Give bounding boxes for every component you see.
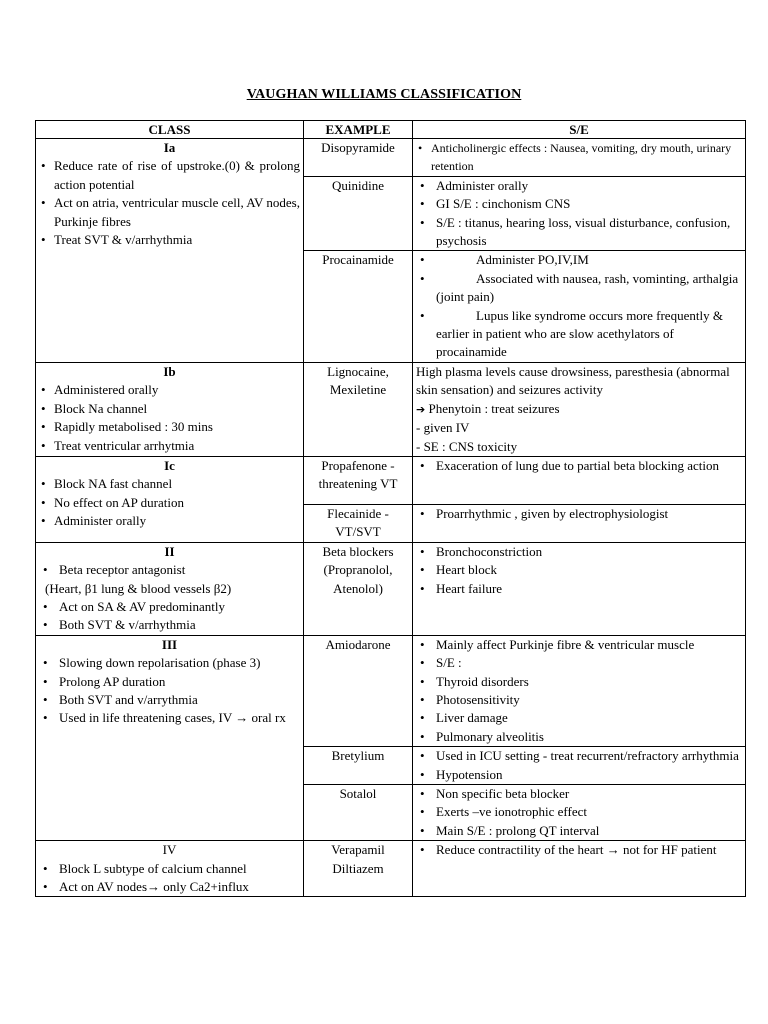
list-item: • Bronchoconstriction <box>416 543 742 561</box>
list-item: • S/E : <box>416 654 742 672</box>
se-cell <box>413 504 746 542</box>
list-item: • Both SVT & v/arrhythmia <box>39 616 300 634</box>
se-cell <box>413 542 746 635</box>
table-row <box>36 841 746 897</box>
list-item: • Treat ventricular arrhytmia <box>39 437 300 455</box>
page-title: VAUGHAN WILLIAMS CLASSIFICATION <box>246 87 522 102</box>
list-item: • Used in ICU setting - treat recurrent/refractory arrhythmia <box>416 747 742 765</box>
list-item: • Heart failure <box>416 580 742 598</box>
se-cell <box>413 841 746 897</box>
table-row <box>36 542 746 635</box>
list-item: • Mainly affect Purkinje fibre & ventricular muscle <box>416 636 742 654</box>
list-item: • Non specific beta blocker <box>416 785 742 803</box>
example-cell: Beta blockers (Propranolol, Atenolol) <box>304 542 413 635</box>
header-row <box>36 121 746 139</box>
list-item: • S/E : titanus, hearing loss, visual disturbance, confusion, psychosis <box>416 214 742 251</box>
class-name: IV <box>162 842 177 858</box>
example-cell: Procainamide <box>304 251 413 362</box>
class-cell-iv <box>36 841 304 897</box>
list-item: • Act on AV nodes→ only Ca2+influx <box>39 878 300 896</box>
list-item: • Used in life threatening cases, IV → oral rx <box>39 709 300 727</box>
header-se: S/E <box>413 121 746 139</box>
list-item: • Reduce contractility of the heart → not for HF patient <box>416 841 742 859</box>
se-cell <box>413 785 746 841</box>
example-cell: Bretylium <box>304 747 413 785</box>
list-item: • Administer PO,IV,IM <box>416 251 742 269</box>
se-cell <box>413 635 746 746</box>
list-item: • No effect on AP duration <box>39 494 300 512</box>
table-row <box>36 456 746 504</box>
list-item: • Rapidly metabolised : 30 mins <box>39 418 300 436</box>
table-row <box>36 362 746 456</box>
list-item: • GI S/E : cinchonism CNS <box>416 195 742 213</box>
list-item: • Prolong AP duration <box>39 673 300 691</box>
class-name: II <box>164 543 175 559</box>
se-cell <box>413 251 746 362</box>
list-item: • Treat SVT & v/arrhythmia <box>39 231 300 249</box>
example-cell: Disopyramide <box>304 139 413 177</box>
list-item: • Block NA fast channel <box>39 475 300 493</box>
list-item: • Associated with nausea, rash, vominting, arthalgia (joint pain) <box>416 270 742 307</box>
list-item: • Main S/E : prolong QT interval <box>416 822 742 840</box>
list-item: • Administered orally <box>39 381 300 399</box>
class-name: Ib <box>163 363 176 379</box>
list-item: • Beta receptor antagonist <box>39 561 300 579</box>
list-item: • Photosensitivity <box>416 691 742 709</box>
list-item: • Reduce rate of rise of upstroke.(0) & prolong action potential <box>39 157 300 194</box>
se-text: ➔ Phenytoin : treat seizures <box>416 400 560 416</box>
list-item: • Administer orally <box>416 177 742 195</box>
table-row <box>36 635 746 746</box>
se-cell <box>413 747 746 785</box>
class-cell-ib <box>36 362 304 456</box>
drug-name: Verapamil Diltiazem <box>331 842 385 876</box>
list-item: • Thyroid disorders <box>416 673 742 691</box>
se-cell <box>413 456 746 504</box>
se-text: High plasma levels cause drowsiness, paresthesia (abnormal skin sensation) and seizures activity <box>416 363 730 398</box>
list-item: • Anticholinergic effects : Nausea, vomiting, dry mouth, urinary retention <box>416 139 742 176</box>
list-item: • Act on SA & AV predominantly <box>39 598 300 616</box>
example-cell <box>304 456 413 504</box>
arrow-right-icon: ➔ <box>416 402 426 416</box>
se-cell <box>413 362 746 456</box>
class-cell-ic <box>36 456 304 542</box>
example-cell <box>304 504 413 542</box>
list-item: • Lupus like syndrome occurs more frequently & earlier in patient who are slow acethylators of procainamide <box>416 307 742 362</box>
example-cell: Quinidine <box>304 176 413 251</box>
se-cell <box>413 176 746 251</box>
list-item: • Pulmonary alveolitis <box>416 728 742 746</box>
list-item: • Hypotension <box>416 766 742 784</box>
list-item: • Block L subtype of calcium channel <box>39 860 300 878</box>
class-name: III <box>161 636 178 652</box>
classification-table <box>35 120 746 897</box>
receptor-note: (Heart, β1 lung & blood vessels β2) <box>45 580 232 596</box>
se-cell <box>413 139 746 177</box>
table-row <box>36 139 746 177</box>
header-class: CLASS <box>36 121 304 139</box>
list-item: • Slowing down repolarisation (phase 3) <box>39 654 300 672</box>
example-cell: Sotalol <box>304 785 413 841</box>
header-example: EXAMPLE <box>304 121 413 139</box>
drug-name: Propafenone - threatening VT <box>318 457 398 492</box>
se-text: - SE : CNS toxicity <box>416 438 518 454</box>
se-text: - given IV <box>416 420 470 436</box>
class-cell-ii <box>36 542 304 635</box>
list-item: • Liver damage <box>416 709 742 727</box>
class-cell-iii <box>36 635 304 840</box>
list-item: • Heart block <box>416 561 742 579</box>
list-item: • Both SVT and v/arrythmia <box>39 691 300 709</box>
list-item: • Act on atria, ventricular muscle cell, AV nodes, Purkinje fibres <box>39 194 300 231</box>
list-item: • Proarrhythmic , given by electrophysiologist <box>416 505 742 523</box>
class-name: Ic <box>164 457 175 473</box>
class-cell-ia <box>36 139 304 363</box>
class-name: Ia <box>163 140 176 155</box>
list-item: • Block Na channel <box>39 400 300 418</box>
example-cell: Amiodarone <box>304 635 413 746</box>
drug-name: Flecainide - VT/SVT <box>327 505 389 540</box>
list-item: • Exaceration of lung due to partial beta blocking action <box>416 457 742 475</box>
example-cell <box>304 841 413 897</box>
list-item: • Administer orally <box>39 512 300 530</box>
example-cell: Lignocaine, Mexiletine <box>304 362 413 456</box>
list-item: • Exerts –ve ionotrophic effect <box>416 803 742 821</box>
